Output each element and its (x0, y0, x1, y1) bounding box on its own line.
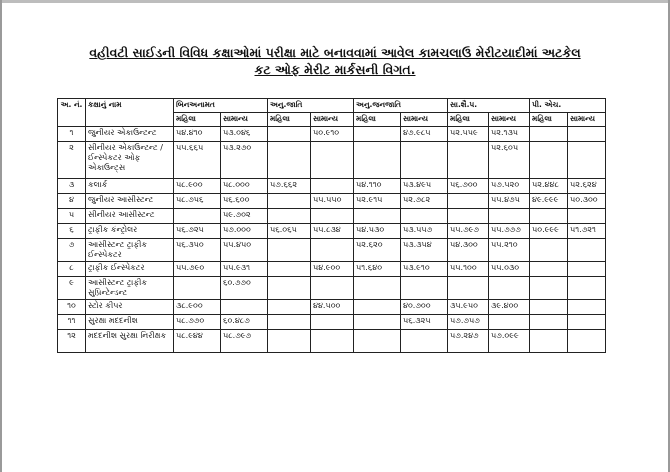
cell-mark: ૫૫.૪૭૫ (489, 194, 530, 209)
cell-post-name: આસીસ્ટન્ટ ટ્રાફીક સુપ્રિન્ટેન્ડન્ટ (86, 277, 174, 300)
cell-mark (268, 194, 311, 209)
cell-serial: ૩ (58, 179, 86, 194)
cell-mark (530, 239, 568, 262)
cell-mark (530, 315, 568, 330)
cell-mark (354, 300, 401, 315)
cell-mark: ૩૮.૯૦૦ (174, 300, 221, 315)
cell-mark (401, 142, 448, 179)
cell-post-name: મદદનીશ સુરક્ષા નિરીક્ષક (86, 330, 174, 353)
cell-mark: ૫૫.૫૫૦ (311, 194, 354, 209)
window-left-edge (0, 0, 2, 472)
cell-mark: ૫૫.૧૦૦ (448, 262, 489, 277)
cell-serial: ૨ (58, 142, 86, 179)
cell-mark: ૫૮.૭૯૭ (221, 330, 268, 353)
cell-mark (448, 209, 489, 224)
cell-mark: ૫૨.૧૩૫ (489, 127, 530, 142)
table-row (58, 300, 606, 315)
cell-mark: ૫૨.૯૧૫ (354, 194, 401, 209)
cell-mark: ૫૧.૭૨૧ (568, 224, 606, 239)
document-title (40, 44, 630, 78)
cell-mark: ૫૧.૬૪૦ (354, 262, 401, 277)
cell-post-name: સુરક્ષા મદદનીશ (86, 315, 174, 330)
cell-mark: ૫૨.૬૨૪ (568, 179, 606, 194)
cell-mark: ૫૭.૨૪૭ (448, 330, 489, 353)
cell-mark (174, 277, 221, 300)
cell-mark: ૫૫.૭૯૦ (174, 262, 221, 277)
cell-mark: ૫૫.૨૧૦ (489, 239, 530, 262)
cell-mark (530, 330, 568, 353)
cell-mark: ૫૬.૭૨૫ (174, 224, 221, 239)
table-body (58, 127, 606, 353)
cell-post-name: જુનીયર એકાઉન્ટન્ટ (86, 127, 174, 142)
cell-mark: ૫૮.૭૭૦ (174, 315, 221, 330)
cell-post-name: સીનીયર એકાઉન્ટન્ટ / ઈન્સ્પેકટર ઓફ એકાઉન્ટ્સ (86, 142, 174, 179)
cell-mark: ૫૪.૫૩૦ (354, 224, 401, 239)
subheader-sc-female: મહિલા (268, 113, 311, 127)
cell-mark (568, 239, 606, 262)
cell-mark (568, 142, 606, 179)
cell-post-name: સીનીયર આસીસ્ટન્ટ (86, 209, 174, 224)
cell-mark: ૫૬.૩૫૦ (174, 239, 221, 262)
cell-serial: ૭ (58, 239, 86, 262)
cell-mark (448, 194, 489, 209)
cell-mark (530, 262, 568, 277)
cell-mark: ૫૫.૬૬૫ (174, 142, 221, 179)
cell-mark (311, 179, 354, 194)
cell-post-name: ટ્રાફીક કંન્ટ્રોલર (86, 224, 174, 239)
cell-mark (268, 262, 311, 277)
cell-mark (568, 300, 606, 315)
cell-mark: ૫૩.૪૯૫ (401, 179, 448, 194)
cell-mark (448, 277, 489, 300)
cell-mark: ૫૩.૫૫૭ (401, 224, 448, 239)
subheader-sc-general: સામાન્ય (311, 113, 354, 127)
cell-mark (401, 330, 448, 353)
table-row (58, 239, 606, 262)
cell-mark (354, 330, 401, 353)
cell-post-name: કલાર્ક (86, 179, 174, 194)
cell-mark: ૫૩.૩૫૪ (401, 239, 448, 262)
cell-mark (268, 142, 311, 179)
cell-serial: ૧૧ (58, 315, 86, 330)
window-top-edge (0, 0, 670, 3)
cell-mark (530, 142, 568, 179)
cell-mark (174, 209, 221, 224)
cell-mark (530, 300, 568, 315)
header-group-general: બિનઅનામત (174, 99, 268, 113)
cell-mark (268, 330, 311, 353)
cell-mark: ૫૨.૫૫૯ (448, 127, 489, 142)
cell-mark (568, 209, 606, 224)
title-line-1: વહીવટી સાઈડની વિવિધ કક્ષાઓમાં પરીક્ષા માટે બનાવવામાં આવેલ કામચલાઉ મેરીટયાદીમાં અટકેલ (89, 45, 581, 60)
cell-mark (568, 330, 606, 353)
table-row (58, 315, 606, 330)
cell-mark: ૫૫.૮૩૪ (311, 224, 354, 239)
cell-mark: ૬૦.૪૮૭ (221, 315, 268, 330)
subheader-ph-general: સામાન્ય (568, 113, 606, 127)
cell-mark: ૫૭.૦૦૦ (221, 224, 268, 239)
cell-mark (568, 277, 606, 300)
table-row (58, 142, 606, 179)
cell-serial: ૧૨ (58, 330, 86, 353)
cell-mark: ૫૪.૧૧૦ (354, 179, 401, 194)
cell-mark: ૫૨.૬૦૫ (489, 142, 530, 179)
cell-mark: ૫૮.૯૪૪ (174, 330, 221, 353)
cell-mark: ૫૦.૩૦૦ (568, 194, 606, 209)
table-row (58, 262, 606, 277)
cell-mark: ૫૬.૭૦૦ (448, 179, 489, 194)
cell-mark: ૫૫.૭૯૭ (448, 224, 489, 239)
cell-post-name: આસીસ્ટન્ટ ટ્રાફીક ઈન્સ્પેકટર (86, 239, 174, 262)
header-group-sebc: સા.શૈ.પ. (448, 99, 530, 113)
header-group-sc: અનુ.જાતિ (268, 99, 354, 113)
cell-mark (489, 277, 530, 300)
cell-mark: ૪૦.૭૦૦ (401, 300, 448, 315)
cell-mark (268, 209, 311, 224)
cell-mark (354, 142, 401, 179)
cell-mark (354, 277, 401, 300)
cell-mark: ૫૯.૭૦૨ (221, 209, 268, 224)
cell-mark (311, 239, 354, 262)
cell-mark: ૫૮.૦૦૦ (221, 179, 268, 194)
cell-mark: ૫૩.૯૧૦ (401, 262, 448, 277)
subheader-general-general: સામાન્ય (221, 113, 268, 127)
cell-mark: ૩૫.૯૫૦ (448, 300, 489, 315)
cell-mark (221, 300, 268, 315)
cell-mark: ૫૫.૪૫૦ (221, 239, 268, 262)
table-row (58, 330, 606, 353)
subheader-sebc-female: મહિલા (448, 113, 489, 127)
cell-mark: ૫૦.૯૯૯ (530, 224, 568, 239)
cell-mark (354, 127, 401, 142)
table-row (58, 209, 606, 224)
cell-post-name: ટ્રાફીક ઈન્સ્પેકટર (86, 262, 174, 277)
cell-mark: ૫૭.૦૯૯ (489, 330, 530, 353)
cell-mark: ૫૮.૯૦૦ (174, 179, 221, 194)
cell-mark: ૫૭.૭૫૭ (448, 315, 489, 330)
cell-mark: ૫૪.૩૦૦ (448, 239, 489, 262)
cell-mark: ૫૫.૯૩૧ (221, 262, 268, 277)
cell-mark: ૫૩.૦૪૬ (221, 127, 268, 142)
table-row (58, 127, 606, 142)
cell-mark (530, 127, 568, 142)
header-group-st: અનુ.જનજાતિ (354, 99, 448, 113)
cell-mark (530, 277, 568, 300)
cell-mark (311, 209, 354, 224)
cell-mark (489, 209, 530, 224)
cell-mark: ૪૪.૫૦૦ (311, 300, 354, 315)
cell-mark (268, 300, 311, 315)
header-serial: અ. નં. (58, 99, 86, 127)
subheader-st-general: સામાન્ય (401, 113, 448, 127)
cell-mark (448, 142, 489, 179)
cell-mark: ૫૬.૬૦૦ (221, 194, 268, 209)
table-row (58, 194, 606, 209)
cell-mark: ૫૨.૪૪૮ (530, 179, 568, 194)
cell-mark: ૫૭.૫૨૦ (489, 179, 530, 194)
cell-mark: ૫૮.૭૫૬ (174, 194, 221, 209)
cell-serial: ૫ (58, 209, 86, 224)
cell-mark: ૫૪.૪૧૦ (174, 127, 221, 142)
cell-mark: ૫૪.૯૦૦ (311, 262, 354, 277)
header-post-name: કક્ષાનું નામ (86, 99, 174, 127)
cell-mark (268, 239, 311, 262)
cell-mark (401, 277, 448, 300)
cell-mark: ૫૩.૨૭૦ (221, 142, 268, 179)
cell-mark: ૫૨.૭૮૨ (401, 194, 448, 209)
cell-mark (268, 277, 311, 300)
cell-mark: ૫૨.૬૨૦ (354, 239, 401, 262)
cell-mark (311, 315, 354, 330)
subheader-sebc-general: સામાન્ય (489, 113, 530, 127)
cell-mark (354, 315, 401, 330)
cell-serial: ૪ (58, 194, 86, 209)
cutoff-marks-table (57, 98, 606, 353)
cell-mark: ૫૦.૯૧૦ (311, 127, 354, 142)
title-line-2: કટ ઓફ મેરીટ માર્કસની વિગત. (254, 62, 416, 77)
cell-mark (568, 262, 606, 277)
cell-serial: ૮ (58, 262, 86, 277)
cell-mark (354, 209, 401, 224)
cell-mark (568, 315, 606, 330)
cell-mark: ૫૭.૬૬૨ (268, 179, 311, 194)
cell-post-name: સ્ટોર કીપર (86, 300, 174, 315)
cell-mark: ૫૫.૭૭૭ (489, 224, 530, 239)
cell-mark: ૫૬.૦૬૫ (268, 224, 311, 239)
cell-mark (401, 209, 448, 224)
cell-serial: ૧ (58, 127, 86, 142)
cell-mark (568, 127, 606, 142)
cell-mark (311, 277, 354, 300)
cell-mark: ૫૬.૩૨૫ (401, 315, 448, 330)
table-row (58, 179, 606, 194)
cell-mark (268, 127, 311, 142)
cell-serial: ૯ (58, 277, 86, 300)
cell-mark (311, 142, 354, 179)
cell-serial: ૬ (58, 224, 86, 239)
table-row (58, 277, 606, 300)
cell-mark (268, 315, 311, 330)
subheader-st-female: મહિલા (354, 113, 401, 127)
cell-mark (311, 330, 354, 353)
cell-mark: ૪૯.૯૯૯ (530, 194, 568, 209)
cell-mark (489, 315, 530, 330)
cell-mark: ૬૦.૭૭૦ (221, 277, 268, 300)
cell-serial: ૧૦ (58, 300, 86, 315)
cell-post-name: જુનીયર આસીસ્ટન્ટ (86, 194, 174, 209)
cell-mark: ૫૫.૦૩૦ (489, 262, 530, 277)
cell-mark: ૩૯.૪૦૦ (489, 300, 530, 315)
header-group-ph: પી. એચ. (530, 99, 606, 113)
table-row (58, 224, 606, 239)
cell-mark (530, 209, 568, 224)
cell-mark: ૪૭.૯૮૫ (401, 127, 448, 142)
subheader-general-female: મહિલા (174, 113, 221, 127)
subheader-ph-female: મહિલા (530, 113, 568, 127)
